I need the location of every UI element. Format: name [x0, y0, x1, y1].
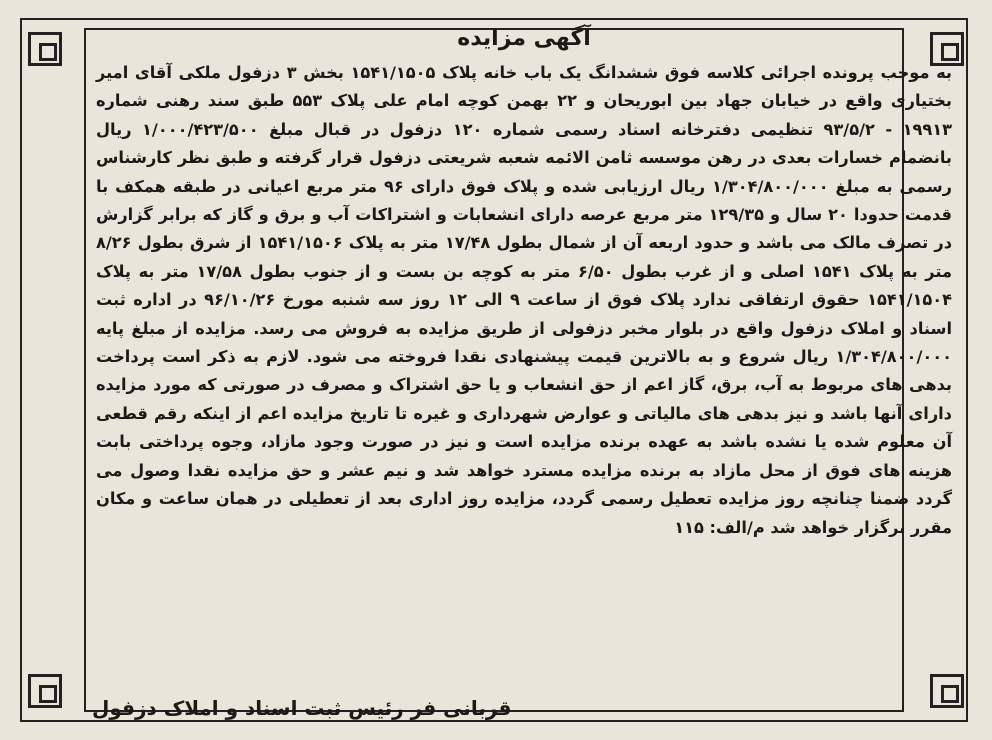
corner-ornament-bottom-left — [28, 674, 62, 708]
notice-signature: قربانی فر رئیس ثبت اسناد و املاک دزفول — [92, 696, 512, 720]
notice-title: آگهی مزایده — [457, 26, 591, 51]
notice-content — [96, 24, 952, 726]
corner-ornament-top-left — [28, 32, 62, 66]
notice-body: به موجب پرونده اجرائی کلاسه فوق ششدانگ یک باب خانه پلاک ۱۵۴۱/۱۵۰۵ بخش ۳ دزفول ملکی آقای امیر بختیاری واقع در خیابان جهاد بین ابوریحان و ۲۲ بهمن کوچه امام علی پلاک ۵۵۳ طبق سند رهنی شماره ۱۹۹۱۳ - ۹۳/۵/۲ تنظیمی دفترخانه اسناد رسمی شماره ۱۲۰ دزفول در قبال مبلغ ۱/۰۰۰/۴۲۳/۵۰۰ ریال بانضمام خسارات بعدی در رهن موسسه ثامن الائمه شعبه شریعتی دزفول قرار گرفته و طبق نظر کارشناس رسمی به مبلغ ۱/۳۰۴/۸۰۰/۰۰۰ ریال ارزیابی شده و پلاک فوق دارای ۹۶ متر مربع اعیانی در طبقه همکف با قدمت حدودا ۲۰ سال و ۱۲۹/۳۵ متر مربع عرصه دارای انشعابات و اشتراکات آب و برق و گاز که برابر گزارش در تصرف مالک می باشد و حدود اربعه آن از شمال بطول ۱۷/۴۸ متر به پلاک ۱۵۴۱/۱۵۰۶ از شرق بطول ۸/۲۶ متر به پلاک ۱۵۴۱ اصلی و از غرب بطول ۶/۵۰ متر به کوچه بن بست و از جنوب بطول ۱۷/۵۸ متر به پلاک ۱۵۴۱/۱۵۰۴ حقوق ارتفاقی ندارد پلاک فوق از ساعت ۹ الی ۱۲ روز سه شنبه مورخ ۹۶/۱۰/۲۶ در اداره ثبت اسناد و املاک دزفول واقع در بلوار مخبر دزفولی از طریق مزایده به فروش می رسد. مزایده از مبلغ پایه ۱/۳۰۴/۸۰۰/۰۰۰ ریال شروع و به بالاترین قیمت پیشنهادی نقدا فروخته می شود. لازم به ذکر است پرداخت بدهی های مربوط به آب، برق، گاز اعم از حق انشعاب و یا حق اشتراک و مصرف در صورتی که مورد مزایده دارای آنها باشد و نیز بدهی های مالیاتی و عوارض شهرداری و غیره تا تاریخ مزایده اعم از اینکه رقم قطعی آن معلوم شده یا نشده باشد به عهده برنده مزایده است و نیز در صورت وجود مازاد، وجوه پرداختی بابت هزینه های فوق از محل مازاد به برنده مزایده مسترد خواهد شد و نیم عشر و حق مزایده نقدا وصول می گردد ضمنا چنانچه روز مزایده تعطیل رسمی گردد، مزایده روز اداری بعد از تعطیلی در همان ساعت و مکان مقرر برگزار خواهد شد م/الف: ۱۱۵ — [96, 63, 953, 537]
